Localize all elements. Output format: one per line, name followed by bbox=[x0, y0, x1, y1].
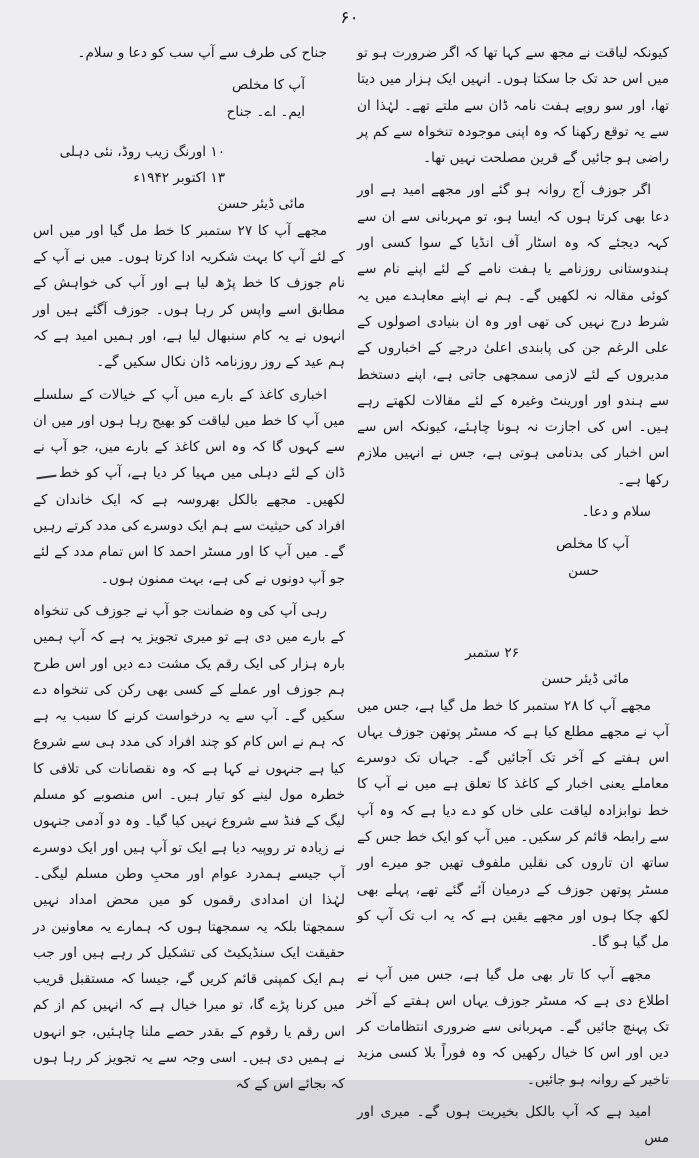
page-number: ۶۰ bbox=[340, 8, 359, 28]
letter3-paragraph-2 bbox=[33, 382, 345, 592]
letter3-date: ۱۳ اکتوبر ۱۹۴۲ء bbox=[133, 170, 225, 187]
letter1-paragraph-1: کیونکہ لیاقت نے مجھ سے کہا تھا کہ اگر ضرورت ہو تو میں اس حد تک جا سکتا ہوں۔ انہیں ایک ہزار میں دیتا تھا، اور سو روپے ہفت نامہ ڈان سے ملتے تھے۔ لہٰذا ان سے یہ توقع رکھنا کہ وہ اپنی موجودہ تنخواہ سے کم پر راضی ہو جائیں گے قرین مصلحت نہیں تھا۔ bbox=[357, 45, 669, 167]
letter3-paragraph-2-part-a: اخباری کاغذ کے بارے میں آپ کے خیالات کے سلسلے میں آپ کا خط میں لیاقت کو بھیج رہا ہوں اور میں ان سے کہوں گا کہ وہ اس کاغذ کے بارے میں، جو آپ نے ڈان کے لئے دہلی میں مہیا کر دیا ہے، آپ کو خط bbox=[33, 386, 345, 482]
letter3-paragraph-2-part-b: لکھیں۔ مجھے بالکل بھروسہ ہے کہ ایک خاندان کے افراد کی حیثیت سے ہم ایک دوسرے کی مدد کرتے رہیں گے۔ میں آپ کا اور مسٹر احمد کا اس تمام مدد کے لئے جو آپ دونوں نے کی ہے، بہت ممنون ہوں۔ bbox=[33, 491, 345, 587]
letter1-signature: حسن bbox=[568, 562, 599, 579]
left-column bbox=[33, 40, 345, 1104]
letter3-address: ۱۰ اورنگ زیب روڈ، نئی دہلی bbox=[59, 143, 225, 160]
letter2-date: ۲۶ ستمبر bbox=[465, 644, 519, 661]
letter-separator bbox=[33, 125, 345, 139]
letter2-sign-off: آپ کا مخلص bbox=[231, 77, 305, 94]
letter2-signature: ایم۔ اے۔ جناح bbox=[226, 103, 305, 120]
letter2-salutation: مائی ڈیئر حسن bbox=[541, 671, 629, 688]
letter2-paragraph-2: مجھے آپ کا تار بھی مل گیا ہے، جس میں آپ نے اطلاع دی ہے کہ مسٹر جوزف یہاں اس ہفتے کے آخر تک پہنچ جائیں گے۔ مہربانی سے ضروری انتظامات کر دیں اور اس کا خیال رکھیں کہ وہ فوراً بلا کسی مزید تاخیر کے روانہ ہو جائیں۔ bbox=[357, 966, 669, 1088]
letter1-sign-off: آپ کا مخلص bbox=[555, 536, 629, 553]
letter2-ending: جناح کی طرف سے آپ سب کو دعا و سلام۔ bbox=[77, 45, 327, 61]
letter3-paragraph-3: رہی آپ کی وہ ضمانت جو آپ نے جوزف کی تنخواہ کے بارے میں دی ہے تو میری تجویز یہ ہے کہ آپ ہمیں بارہ ہزار کی ایک رقم یک مشت دے دیں اور اس طرح ہم جوزف اور عملے کے کسی بھی رکن کی تنخواہ دے سکیں گے۔ آپ سے یہ درخواست کرنے کا سبب یہ ہے کہ ہم نے اس کام کو چند افراد کی مدد ہی سے شروع کیا ہے جنہوں نے کہا ہے کہ وہ نقصانات کی تلافی کا خطرہ مول لینے کو تیار ہیں۔ اس منصوبے کو مسلم لیگ کے فنڈ سے شروع نہیں کیا گیا۔ وہ دو آدمی جنہوں نے زیادہ تر روپیہ دیا ہے ایک تو آپ ہیں اور ایک دوسرے آپ جیسے ہمدرد عوام اور محبِ وطن مسلم لیگی۔ لہٰذا ان امدادی رقموں کو میں محض امداد نہیں سمجھتا بلکہ یہ سمجھتا ہوں کہ ہمارے یہ معاونین در حقیقت ایک سنڈیکیٹ کی تشکیل کر رہے ہیں اور جب ہم ایک کمپنی قائم کریں گے، جیسا کہ مستقبل قریب میں کرنا پڑے گا، تو میرا خیال ہے کہ انہیں کم از کم اس رقم یا رقوم کے بقدر حصے ملنا چاہئیں، جو انہوں نے ہمیں دی ہیں۔ اسی وجہ سے یہ تجویز کر رہا ہوں کہ بجائے اس کے کہ bbox=[33, 602, 345, 1093]
letter-separator bbox=[357, 588, 669, 640]
letter1-closing: سلام و دعا۔ bbox=[581, 504, 651, 521]
letter2-paragraph-3: امید ہے کہ آپ بالکل بخیریت ہوں گے۔ میری اور مس bbox=[357, 1103, 669, 1147]
letter1-paragraph-2: اگر جوزف آج روانہ ہو گئے اور مجھے امید ہے اور دعا بھی کرتا ہوں کہ ایسا ہو، تو مہربانی سے ان سے کہہ دیجئے کہ وہ اسٹار آف انڈیا کے سوا کسی اور ہندوستانی روزنامے یا ہفت نامے کے لئے اپنے نام سے کوئی مقالہ نہ لکھیں گے۔ ہم نے اپنے معاہدے میں یہ شرط درج نہیں کی تھی اور وہ ان بنیادی اصولوں کے علی الرغم جن کی پابندی اعلیٰ درجے کے اخباروں کے مدیروں کے لئے لازمی سمجھی جاتی ہے، اپنے دستخط سے ہندو اور اورینٹ وغیرہ کے لئے مقالات لکھتے رہے ہیں۔ اس کی اجازت نہ ہونا چاہئے، کیونکہ اس سے اس اخبار کی بدنامی ہوتی ہے، جس نے انہیں ملازم رکھا ہے۔ bbox=[357, 182, 669, 488]
letter3-salutation: مائی ڈیئر حسن bbox=[217, 196, 305, 213]
pen-correction-mark bbox=[35, 468, 56, 480]
letter3-paragraph-1: مجھے آپ کا ۲۷ ستمبر کا خط مل گیا اور میں اس کے لئے آپ کا بہت شکریہ ادا کرتا ہوں۔ میں نے آپ کے نام جوزف کا خط پڑھ لیا ہے اور آپ کی خواہش کے مطابق اسے واپس کر رہا ہوں۔ جوزف آگئے ہیں اور انہوں نے یہ کام سنبھال لیا ہے، اور ہمیں امید ہے کہ ہم عید کے روز روزنامہ ڈان نکال سکیں گے۔ bbox=[33, 222, 345, 371]
letter2-paragraph-1: مجھے آپ کا ۲۸ ستمبر کا خط مل گیا ہے، جس میں آپ نے مجھے مطلع کیا ہے کہ مسٹر پوتھن جوزف یہاں اس ہفتے کے آخر تک آجائیں گے۔ جہاں تک دوسرے معاملے یعنی اخبار کے کاغذ کا تعلق ہے میں نے آپ کا خط نوابزادہ لیاقت علی خاں کو دے دیا ہے کہ وہ آپ سے رابطہ قائم کر سکیں۔ میں آپ کو ایک خط جس کے ساتھ ان تاروں کی نقلیں ملفوف تھیں جو میرے اور مسٹر پوتھن جوزف کے درمیان آئے گئے تھے، پہلے بھی لکھ چکا ہوں اور مجھے یقین ہے کہ یہ اب تک آپ کو مل گیا ہو گا۔ bbox=[357, 697, 669, 951]
right-column bbox=[357, 40, 669, 1158]
